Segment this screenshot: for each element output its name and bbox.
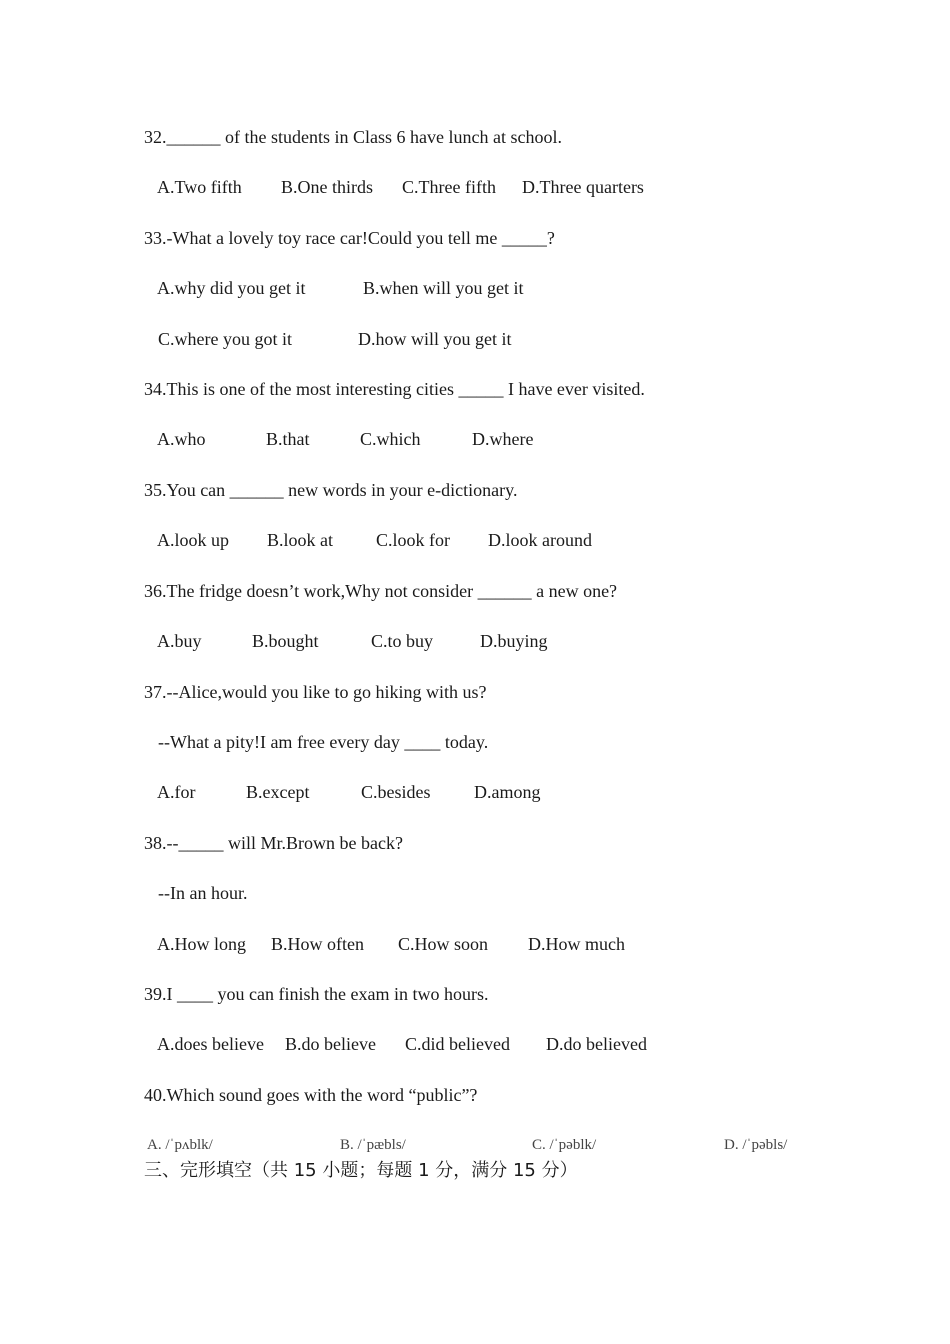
question-37-option-a: A.for	[157, 782, 196, 802]
section-heading: 三、完形填空（共 15 小题；每题 1 分，满分 15 分）	[144, 1160, 578, 1181]
question-37-option-d: D.among	[474, 782, 541, 802]
question-40-option-c: C. /ˈpəblk/	[532, 1137, 597, 1153]
question-40-option-a: A. /ˈpʌblk/	[147, 1137, 213, 1153]
question-38-reply: --In an hour.	[158, 883, 248, 903]
question-40-option-b: B. /ˈpæbls/	[340, 1137, 406, 1153]
question-32-option-c: C.Three fifth	[402, 177, 496, 197]
question-40-option-d: D. /ˈpəbls/	[724, 1137, 788, 1153]
question-38-option-a: A.How long	[157, 934, 246, 954]
question-38-stem: 38.--_____ will Mr.Brown be back?	[144, 833, 403, 853]
question-36-stem: 36.The fridge doesn’t work,Why not consider ______ a new one?	[144, 581, 618, 601]
question-36-option-a: A.buy	[157, 631, 202, 651]
question-38-option-d: D.How much	[528, 934, 625, 954]
question-33-option-c: C.where you got it	[158, 329, 292, 349]
question-40-stem: 40.Which sound goes with the word “public”?	[144, 1085, 478, 1105]
question-37-option-c: C.besides	[361, 782, 431, 802]
question-32-option-a: A.Two fifth	[157, 177, 242, 197]
question-34-option-d: D.where	[472, 429, 534, 449]
question-38-option-c: C.How soon	[398, 934, 489, 954]
question-38-option-b: B.How often	[271, 934, 364, 954]
question-36-option-b: B.bought	[252, 631, 319, 651]
question-39-option-b: B.do believe	[285, 1034, 376, 1054]
question-34-option-c: C.which	[360, 429, 421, 449]
question-32-stem: 32.______ of the students in Class 6 have lunch at school.	[144, 127, 562, 147]
question-37-stem: 37.--Alice,would you like to go hiking with us?	[144, 682, 487, 702]
question-32-option-b: B.One thirds	[281, 177, 373, 197]
question-34-stem: 34.This is one of the most interesting cities _____ I have ever visited.	[144, 379, 645, 399]
question-33-stem: 33.-What a lovely toy race car!Could you tell me _____?	[144, 228, 555, 248]
question-35-option-d: D.look around	[488, 530, 592, 550]
question-36-option-d: D.buying	[480, 631, 548, 651]
question-39-option-a: A.does believe	[157, 1034, 264, 1054]
question-39-option-d: D.do believed	[546, 1034, 647, 1054]
question-33-option-d: D.how will you get it	[358, 329, 512, 349]
question-36-option-c: C.to buy	[371, 631, 434, 651]
question-37-option-b: B.except	[246, 782, 310, 802]
question-35-option-b: B.look at	[267, 530, 333, 550]
question-39-stem: 39.I ____ you can finish the exam in two hours.	[144, 984, 489, 1004]
question-35-option-c: C.look for	[376, 530, 450, 550]
question-37-reply: --What a pity!I am free every day ____ today.	[158, 732, 489, 752]
question-34-option-b: B.that	[266, 429, 310, 449]
question-33-option-b: B.when will you get it	[363, 278, 524, 298]
question-34-option-a: A.who	[157, 429, 206, 449]
question-35-option-a: A.look up	[157, 530, 229, 550]
question-35-stem: 35.You can ______ new words in your e-dictionary.	[144, 480, 518, 500]
question-32-option-d: D.Three quarters	[522, 177, 644, 197]
question-39-option-c: C.did believed	[405, 1034, 510, 1054]
question-33-option-a: A.why did you get it	[157, 278, 306, 298]
